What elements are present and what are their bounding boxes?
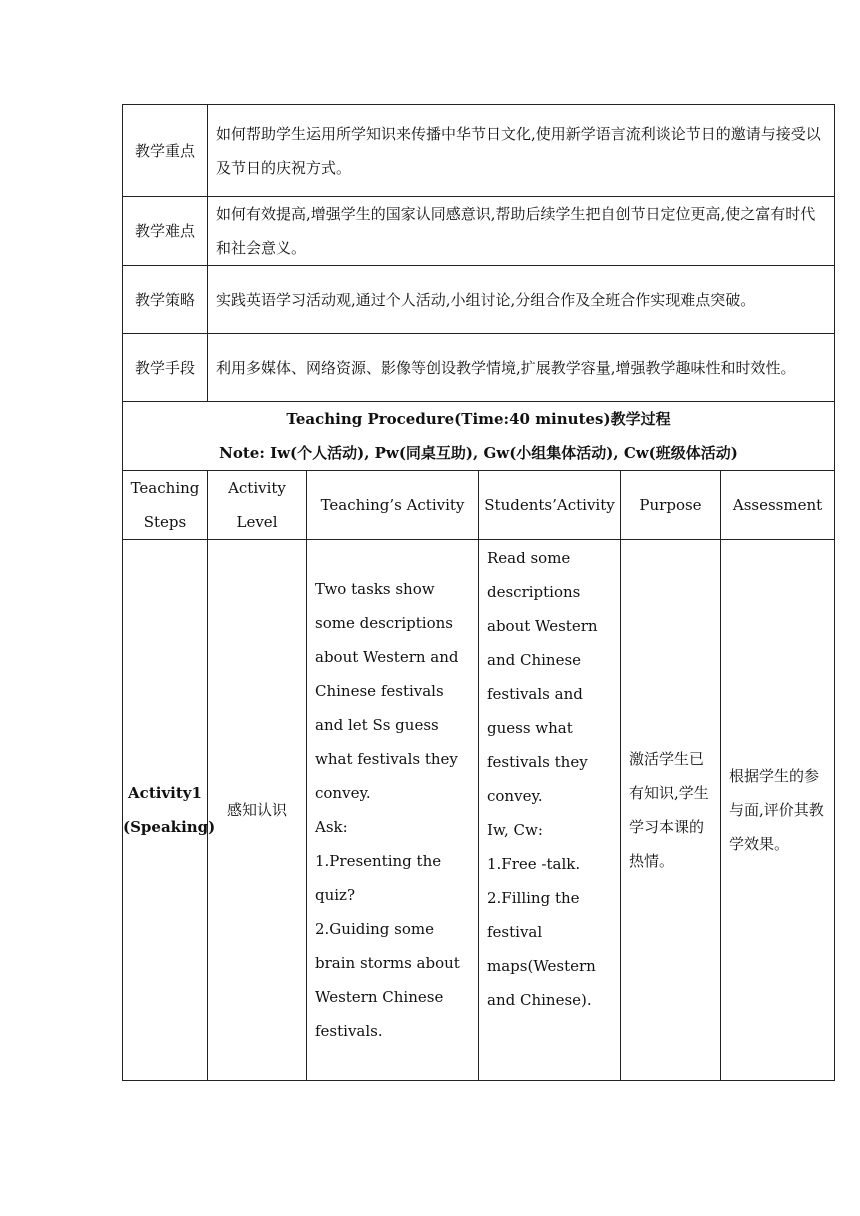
- row-label: 教学手段: [123, 334, 208, 402]
- info-row: [123, 334, 835, 402]
- lesson-plan: [122, 104, 834, 1081]
- info-row: [123, 197, 835, 266]
- teaching-ask: Ask:: [315, 818, 348, 836]
- activity-purpose: 激活学生已有知识,学生学习本课的热情。: [621, 540, 721, 1081]
- procedure-header: [123, 402, 835, 471]
- students-step-2: 2.Filling the festival maps(Western and Chinese).: [487, 889, 596, 1009]
- students-mode: Iw, Cw:: [487, 821, 543, 839]
- teaching-description: Two tasks show some descriptions about Western and Chinese festivals and let Ss guess what festivals they convey.: [315, 580, 459, 802]
- header-students: Students’Activity: [479, 471, 621, 540]
- students-description: Read some descriptions about Western and Chinese festivals and guess what festivals they convey.: [487, 549, 598, 805]
- procedure-title: Teaching Procedure(Time:40 minutes)教学过程: [286, 410, 671, 428]
- activity-row: [123, 540, 835, 1081]
- row-label: 教学重点: [123, 105, 208, 197]
- header-teaching: Teaching’s Activity: [307, 471, 479, 540]
- info-row: [123, 105, 835, 197]
- activity-level: 感知认识: [208, 540, 307, 1081]
- row-text: 实践英语学习活动观,通过个人活动,小组讨论,分组合作及全班合作实现难点突破。: [208, 266, 835, 334]
- procedure-header-row: [123, 402, 835, 471]
- row-text: 利用多媒体、网络资源、影像等创设教学情境,扩展教学容量,增强教学趣味性和时效性。: [208, 334, 835, 402]
- lesson-table: [122, 104, 835, 1081]
- teaching-step-2: 2.Guiding some brain storms about Western Chinese festivals.: [315, 920, 460, 1040]
- column-header-row: [123, 471, 835, 540]
- teaching-step-1: 1.Presenting the quiz?: [315, 852, 442, 904]
- teaching-activity: [307, 540, 479, 1081]
- procedure-note: Note: Iw(个人活动), Pw(同桌互助), Gw(小组集体活动), Cw(班级体活动): [219, 444, 738, 462]
- row-label: 教学策略: [123, 266, 208, 334]
- activity-assessment: 根据学生的参与面,评价其教学效果。: [721, 540, 835, 1081]
- activity-step: Activity1 (Speaking): [123, 540, 208, 1081]
- row-text: 如何帮助学生运用所学知识来传播中华节日文化,使用新学语言流利谈论节日的邀请与接受以及节日的庆祝方式。: [208, 105, 835, 197]
- header-purpose: Purpose: [621, 471, 721, 540]
- students-step-1: 1.Free -talk.: [487, 855, 581, 873]
- info-row: [123, 266, 835, 334]
- students-activity: [479, 540, 621, 1081]
- header-steps: Teaching Steps: [123, 471, 208, 540]
- row-label: 教学难点: [123, 197, 208, 266]
- row-text: 如何有效提高,增强学生的国家认同感意识,帮助后续学生把自创节日定位更高,使之富有时代和社会意义。: [208, 197, 835, 266]
- header-assessment: Assessment: [721, 471, 835, 540]
- header-level: Activity Level: [208, 471, 307, 540]
